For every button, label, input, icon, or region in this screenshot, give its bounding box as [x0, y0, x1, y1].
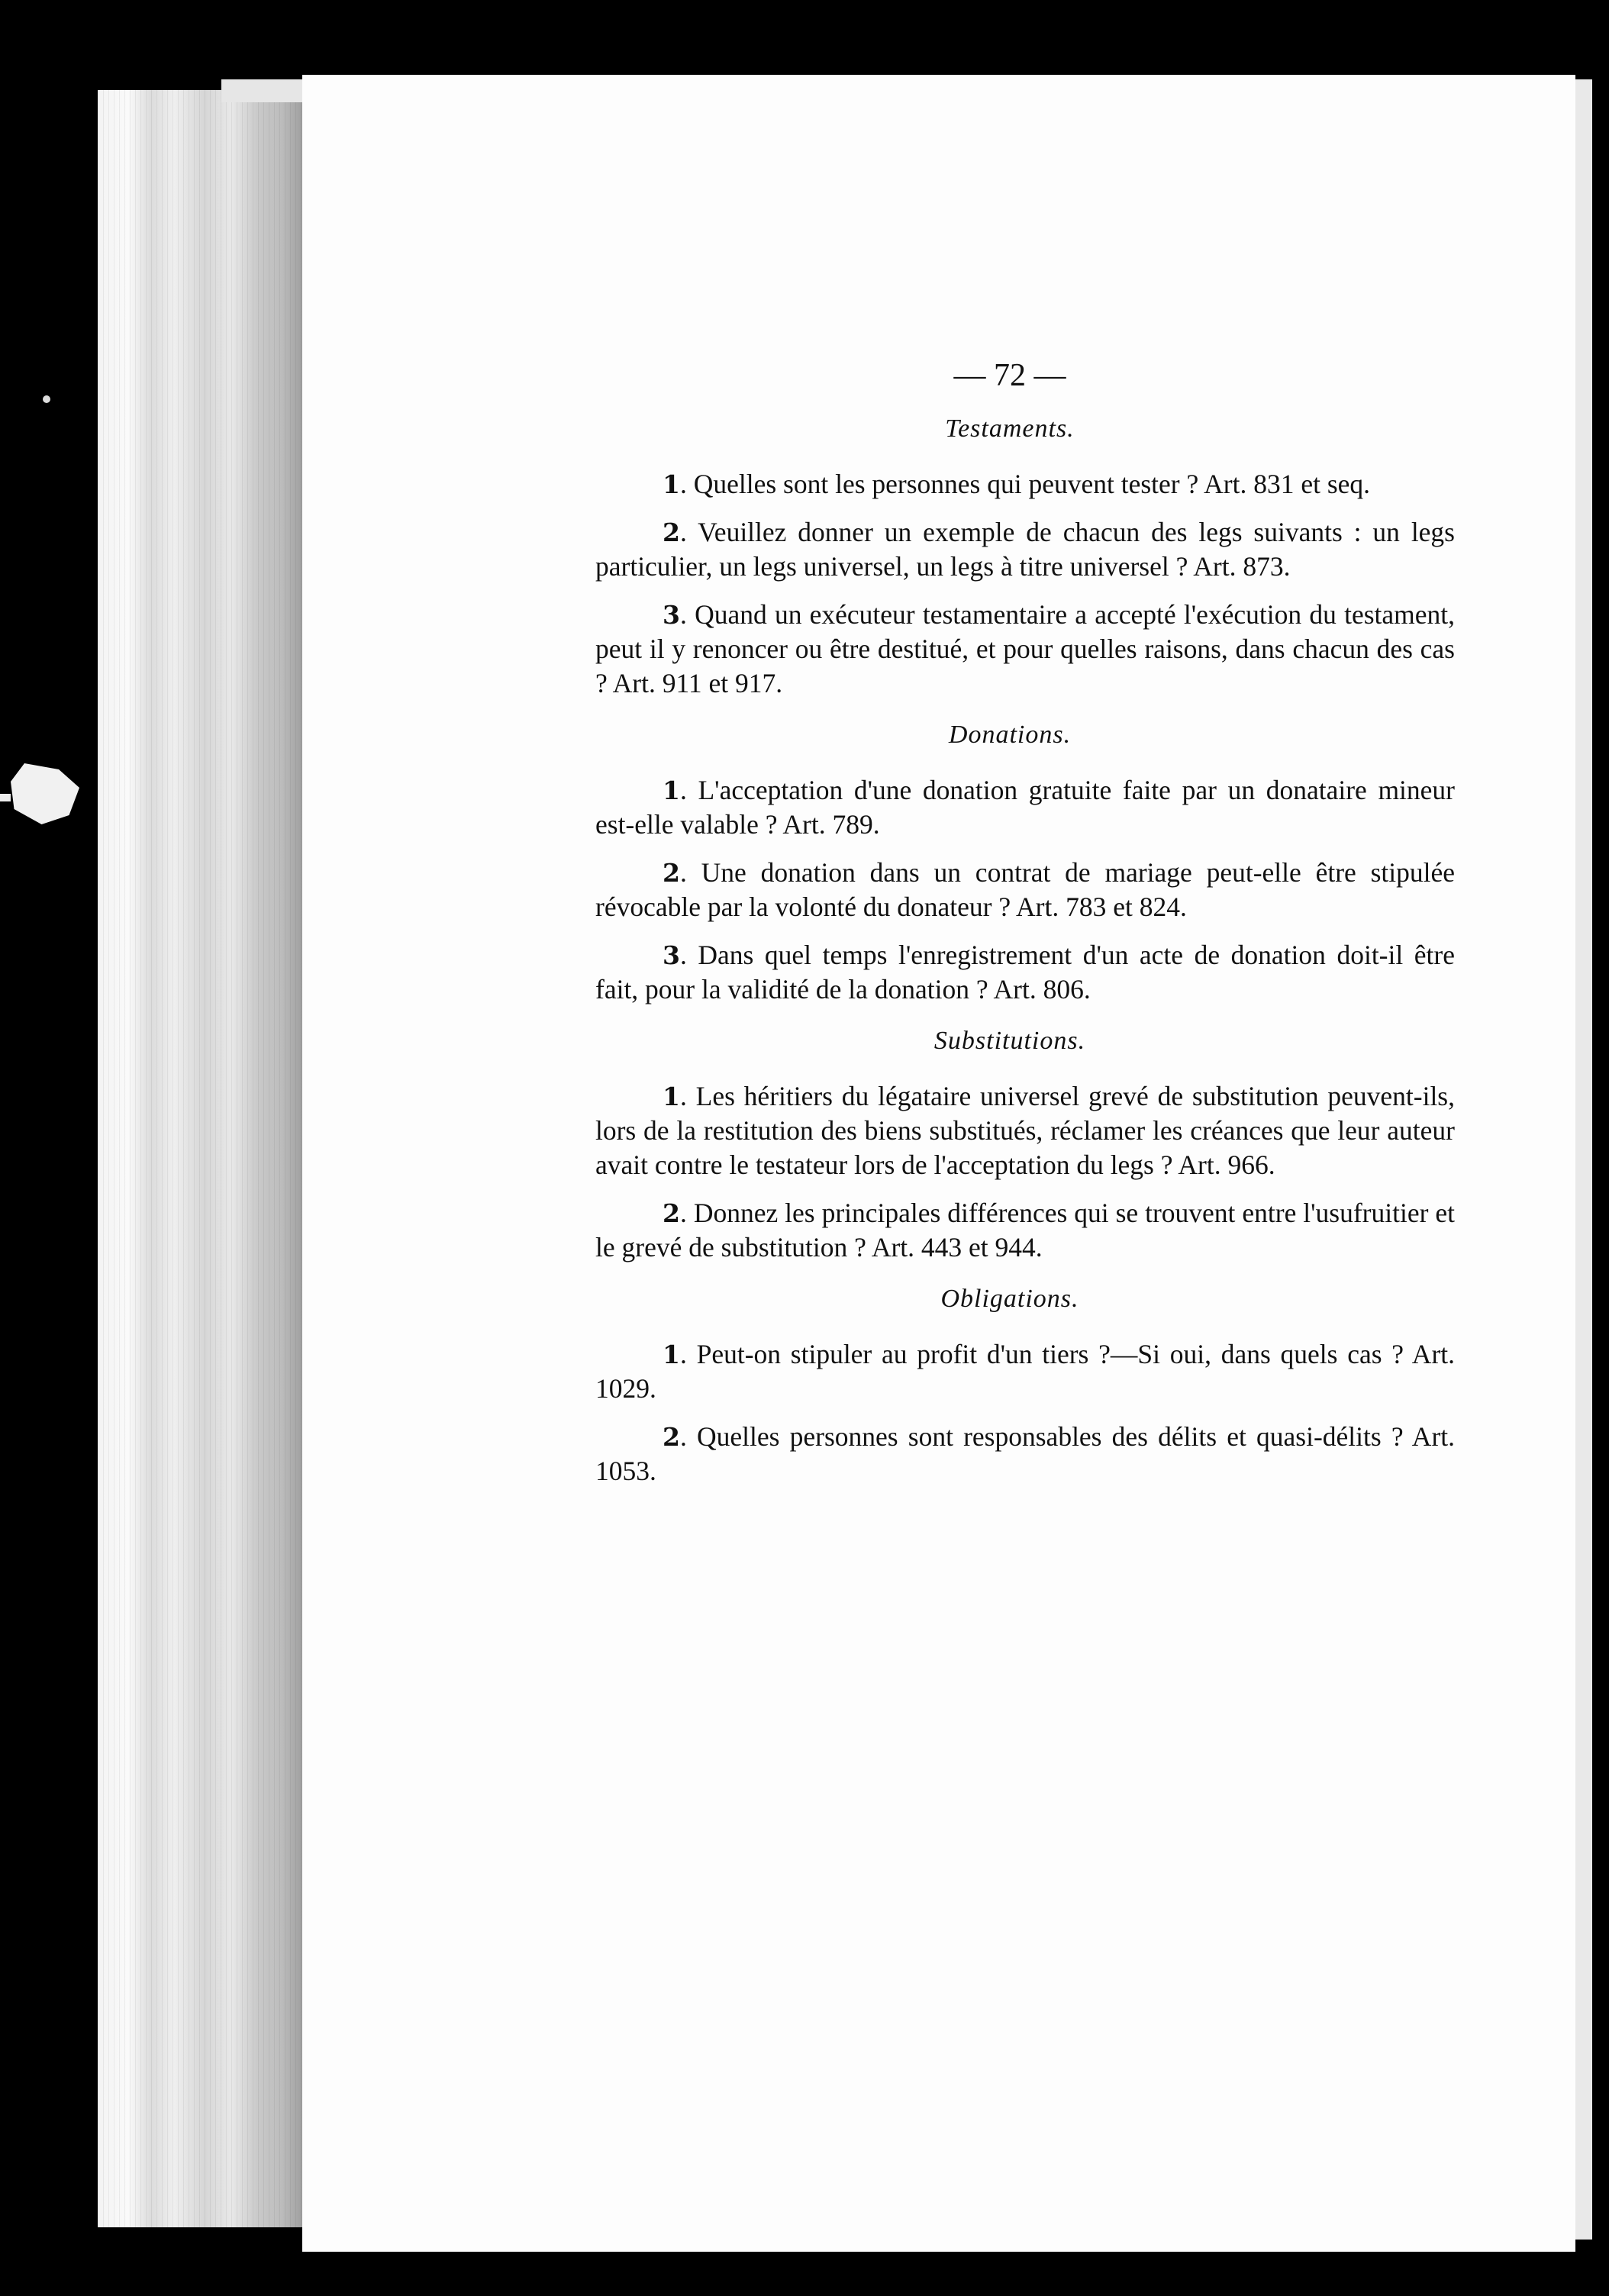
question: 2. Quelles personnes sont responsables des délits et quasi-délits ? Art. 1053.	[595, 1421, 1456, 1486]
page-stack-edge	[98, 90, 304, 2227]
page-number: — 72 —	[953, 358, 1066, 393]
section-heading: Obligations.	[940, 1285, 1079, 1313]
question-text: Une donation dans un contrat de mariage peut-elle être stipulée révocable par la volonté du donateur ? Art. 783 et 824.	[595, 857, 1455, 922]
question-number: 3	[663, 940, 680, 970]
section-obligations	[595, 1282, 1455, 1488]
question: 2. Donnez les principales différences qui se trouvent entre l'usufruitier et le grevé de substitution ? Art. 443 et 944.	[595, 1198, 1455, 1262]
question-number: 2	[663, 1422, 680, 1452]
section-heading: Testaments.	[945, 414, 1075, 443]
question-text: Dans quel temps l'enregistrement d'un acte de donation doit-il être fait, pour la validité de la donation ? Art. 806.	[595, 940, 1455, 1004]
question-text: Veuillez donner un exemple de chacun des legs suivants : un legs particulier, un legs universel, un legs à titre universel ? Art. 873.	[595, 517, 1455, 582]
scan-speck	[11, 763, 79, 824]
question: 3. Quand un exécuteur testamentaire a accepté l'exécution du testament, peut il y renoncer ou être destitué, et pour quelles raisons, dans chacun des cas ? Art. 911 et 917.	[595, 599, 1456, 698]
question-number: 2	[663, 1198, 680, 1228]
question: 1. L'acceptation d'une donation gratuite faite par un donataire mineur est-elle valable ? Art. 789.	[595, 775, 1455, 840]
section-testaments	[595, 411, 1455, 701]
question-number: 1	[663, 1340, 680, 1369]
question-text: Les héritiers du légataire universel grevé de substitution peuvent-ils, lors de la restitution des biens substitués, réclamer les créances que leur auteur avait contre le testateur lors de l'acceptation du legs ? Art. 966.	[595, 1081, 1455, 1180]
scan-speck	[43, 395, 50, 403]
question-number: 3	[663, 600, 680, 630]
section-heading: Donations.	[948, 721, 1072, 749]
question: 1. Quelles sont les personnes qui peuvent tester ? Art. 831 et seq.	[663, 469, 1371, 499]
section-heading: Substitutions.	[933, 1027, 1086, 1055]
question-number: 1	[663, 1082, 680, 1111]
question-number: 2	[663, 858, 680, 888]
question: 2. Une donation dans un contrat de mariage peut-elle être stipulée révocable par la volonté du donateur ? Art. 783 et 824.	[595, 857, 1455, 922]
question: 1. Peut-on stipuler au profit d'un tiers ?—Si oui, dans quels cas ? Art. 1029.	[595, 1339, 1455, 1404]
scan-speck	[0, 794, 11, 801]
question-number: 1	[663, 469, 680, 499]
page-stack-top	[221, 79, 305, 102]
question-text: Quelles personnes sont responsables des délits et quasi-délits ? Art. 1053.	[595, 1421, 1456, 1486]
question: 2. Veuillez donner un exemple de chacun des legs suivants : un legs particulier, un legs universel, un legs à titre universel ? Art. 873.	[595, 517, 1455, 582]
question-text: Peut-on stipuler au profit d'un tiers ?—Si oui, dans quels cas ? Art. 1029.	[595, 1339, 1455, 1404]
question-text: Quelles sont les personnes qui peuvent tester ? Art. 831 et seq.	[693, 469, 1371, 499]
section-substitutions	[595, 1024, 1455, 1265]
question-text: Quand un exécuteur testamentaire a accepté l'exécution du testament, peut il y renoncer ou être destitué, et pour quelles raisons, dans chacun des cas ? Art. 911 et 917.	[595, 599, 1456, 698]
question-number: 2	[663, 518, 680, 547]
question-number: 1	[663, 776, 680, 805]
section-donations	[595, 718, 1455, 1007]
question-text: Donnez les principales différences qui se trouvent entre l'usufruitier et le grevé de substitution ? Art. 443 et 944.	[595, 1198, 1455, 1262]
page-content	[595, 359, 1455, 1502]
question: 1. Les héritiers du légataire universel grevé de substitution peuvent-ils, lors de la restitution des biens substitués, réclamer les créances que leur auteur avait contre le testateur lors de l'acceptation du legs ? Art. 966.	[595, 1081, 1455, 1180]
question: 3. Dans quel temps l'enregistrement d'un acte de donation doit-il être fait, pour la validité de la donation ? Art. 806.	[595, 940, 1455, 1004]
right-page-edge	[1575, 79, 1592, 2240]
question-text: L'acceptation d'une donation gratuite faite par un donataire mineur est-elle valable ? Art. 789.	[595, 775, 1455, 840]
